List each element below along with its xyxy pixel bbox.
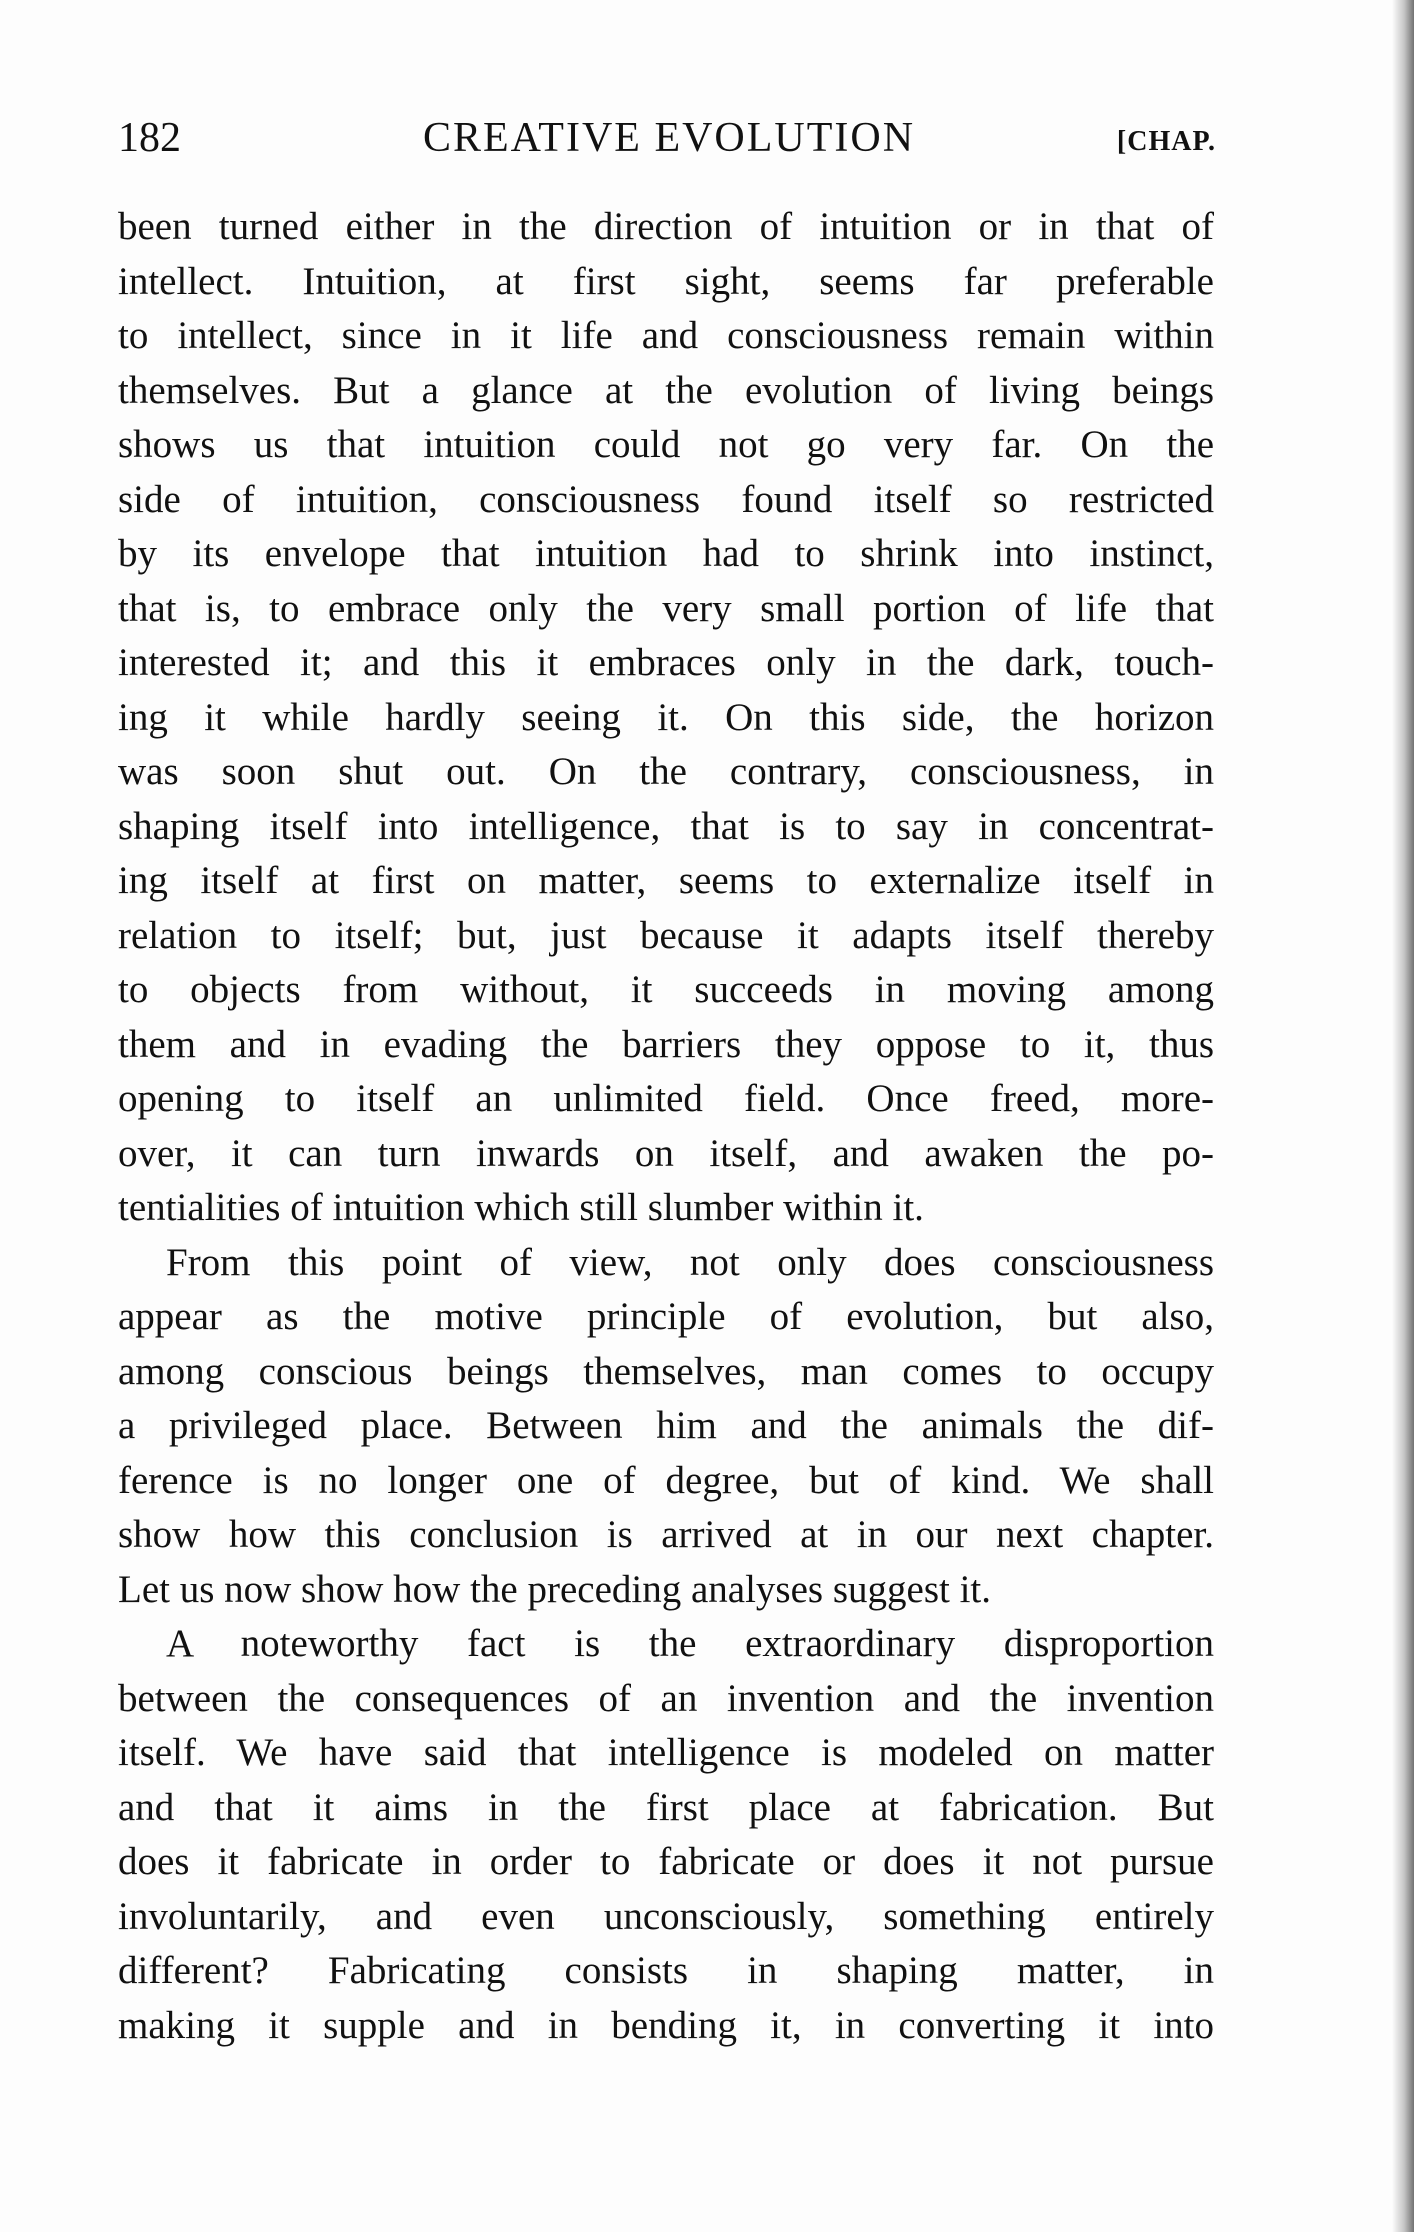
body-text <box>118 200 1214 2053</box>
text-line: shows us that intuition could not go very far. On the <box>118 423 1214 466</box>
text-line: From this point of view, not only does consciousness <box>166 1240 1214 1284</box>
text-line: interested it; and this it embraces only in the dark, touch- <box>118 641 1214 684</box>
text-line: ference is no longer one of degree, but of kind. We shall <box>118 1458 1214 1502</box>
text-line: by its envelope that intuition had to shrink into instinct, <box>118 532 1214 575</box>
text-line: them and in evading the barriers they oppose to it, thus <box>118 1022 1214 1066</box>
text-line: show how this conclusion is arrived at in our next chapter. <box>118 1513 1214 1556</box>
text-line: ing it while hardly seeing it. On this side, the horizon <box>118 695 1214 739</box>
page-edge-shadow <box>1392 0 1414 2232</box>
text-line: intellect. Intuition, at first sight, seems far preferable <box>118 259 1214 303</box>
text-line: was soon shut out. On the contrary, consciousness, in <box>118 750 1214 793</box>
paragraph <box>118 1236 1214 1618</box>
text-line: Let us now show how the preceding analyses suggest it. <box>118 1567 992 1611</box>
text-line: A noteworthy fact is the extraordinary disproportion <box>166 1622 1214 1665</box>
text-line: appear as the motive principle of evolution, but also, <box>118 1295 1214 1338</box>
text-line: to objects from without, it succeeds in moving among <box>118 968 1214 1011</box>
paragraph <box>118 1617 1214 2053</box>
text-line: a privileged place. Between him and the animals the dif- <box>118 1404 1214 1447</box>
text-line: that is, to embrace only the very small portion of life that <box>118 586 1214 630</box>
text-line: itself. We have said that intelligence is modeled on matter <box>118 1731 1214 1774</box>
text-line: different? Fabricating consists in shaping matter, in <box>118 1949 1214 1992</box>
text-line: involuntarily, and even unconsciously, something entirely <box>118 1894 1214 1938</box>
text-line: making it supple and in bending it, in converting it into <box>118 2003 1214 2047</box>
text-line: does it fabricate in order to fabricate or does it not pursue <box>118 1840 1214 1883</box>
page-number: 182 <box>118 115 181 161</box>
text-line: over, it can turn inwards on itself, and awaken the po- <box>118 1131 1214 1175</box>
chapter-label: [CHAP. <box>1116 126 1216 157</box>
text-line: between the consequences of an invention and the invention <box>118 1676 1214 1720</box>
running-title: CREATIVE EVOLUTION <box>422 115 916 161</box>
running-head <box>118 108 1220 168</box>
text-line: to intellect, since in it life and consciousness remain within <box>118 314 1214 357</box>
text-line: ing itself at first on matter, seems to externalize itself in <box>118 859 1214 902</box>
text-line: been turned either in the direction of intuition or in that of <box>118 205 1214 248</box>
text-line: side of intuition, consciousness found itself so restricted <box>118 477 1214 521</box>
text-line: relation to itself; but, just because it adapts itself thereby <box>118 913 1214 957</box>
text-line: and that it aims in the first place at fabrication. But <box>118 1785 1214 1829</box>
text-line: opening to itself an unlimited field. Once freed, more- <box>118 1077 1214 1120</box>
text-line: shaping itself into intelligence, that is to say in concentrat- <box>118 804 1214 848</box>
paragraph <box>118 200 1214 1236</box>
text-line: tentialities of intuition which still slumber within it. <box>118 1186 924 1229</box>
text-line: among conscious beings themselves, man comes to occupy <box>118 1349 1214 1393</box>
text-line: themselves. But a glance at the evolution of living beings <box>118 368 1214 412</box>
